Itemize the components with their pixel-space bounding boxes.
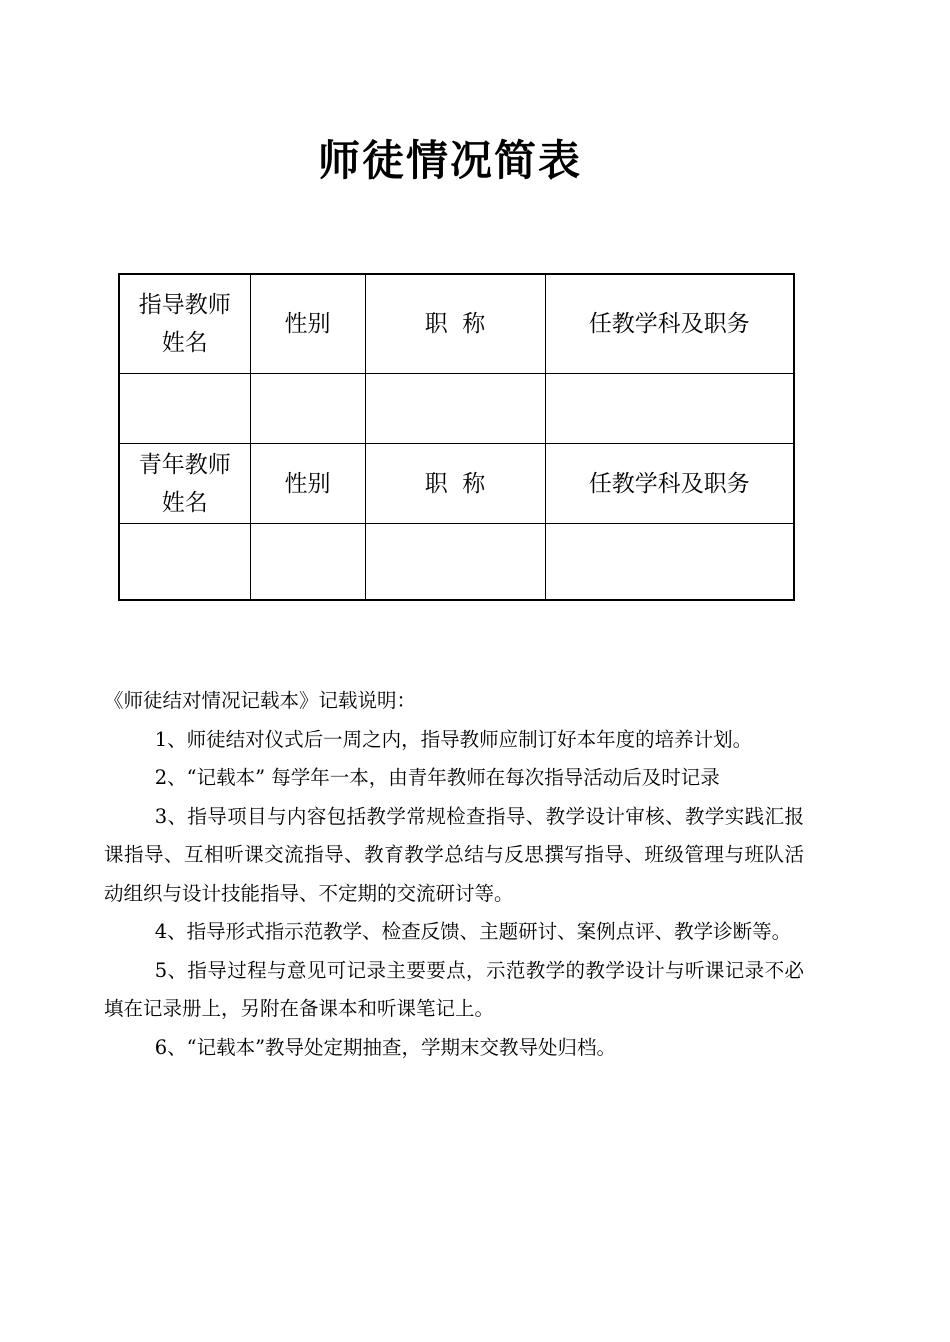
note-item: 1、师徒结对仪式后一周之内，指导教师应制订好本年度的培养计划。: [154, 727, 753, 751]
mentor-name-header: 指导教师 姓名: [119, 274, 250, 374]
mentor-info-table: [118, 273, 795, 601]
page-title: 师徒情况简表: [317, 136, 582, 185]
youth-title-header: 职 称: [365, 444, 545, 524]
mentor-title-cell[interactable]: [365, 374, 545, 444]
mentor-name-cell[interactable]: [119, 374, 250, 444]
youth-name-cell[interactable]: [119, 524, 250, 601]
youth-subject-header: 任教学科及职务: [545, 444, 794, 524]
youth-title-cell[interactable]: [365, 524, 545, 601]
youth-name-header: 青年教师 姓名: [119, 444, 250, 524]
note-item: 4、指导形式指示范教学、检查反馈、主题研讨、案例点评、教学诊断等。: [154, 920, 792, 943]
mentor-header-row: [119, 274, 794, 374]
youth-subject-cell[interactable]: [545, 524, 794, 601]
mentor-subject-cell[interactable]: [545, 374, 794, 444]
mentor-title-header: 职 称: [365, 274, 545, 374]
youth-gender-cell[interactable]: [250, 524, 365, 601]
note-item: 3、指导项目与内容包括教学常规检查指导、教学设计审核、教学实践汇报课指导、互相听课交流指导、教育教学总结与反思撰写指导、班级管理与班队活动组织与设计技能指导、不定期的交流研讨等。: [104, 804, 804, 905]
youth-header-row: [119, 444, 794, 524]
note-item: 6、“记载本”教导处定期抽查，学期末交教导处归档。: [154, 1035, 617, 1059]
youth-data-row: [119, 524, 794, 601]
notes-section: [104, 682, 804, 1067]
note-item: 5、指导过程与意见可记录主要要点，示范教学的教学设计与听课记录不必填在记录册上，另附在备课本和听课笔记上。: [104, 958, 804, 1020]
mentor-data-row: [119, 374, 794, 444]
notes-heading: 《师徒结对情况记载本》记载说明：: [104, 689, 417, 712]
mentor-gender-header: 性别: [250, 274, 365, 374]
youth-gender-header: 性别: [250, 444, 365, 524]
mentor-gender-cell[interactable]: [250, 374, 365, 444]
mentor-subject-header: 任教学科及职务: [545, 274, 794, 374]
note-item: 2、“记载本” 每学年一本，由青年教师在每次指导活动后及时记录: [154, 766, 720, 789]
